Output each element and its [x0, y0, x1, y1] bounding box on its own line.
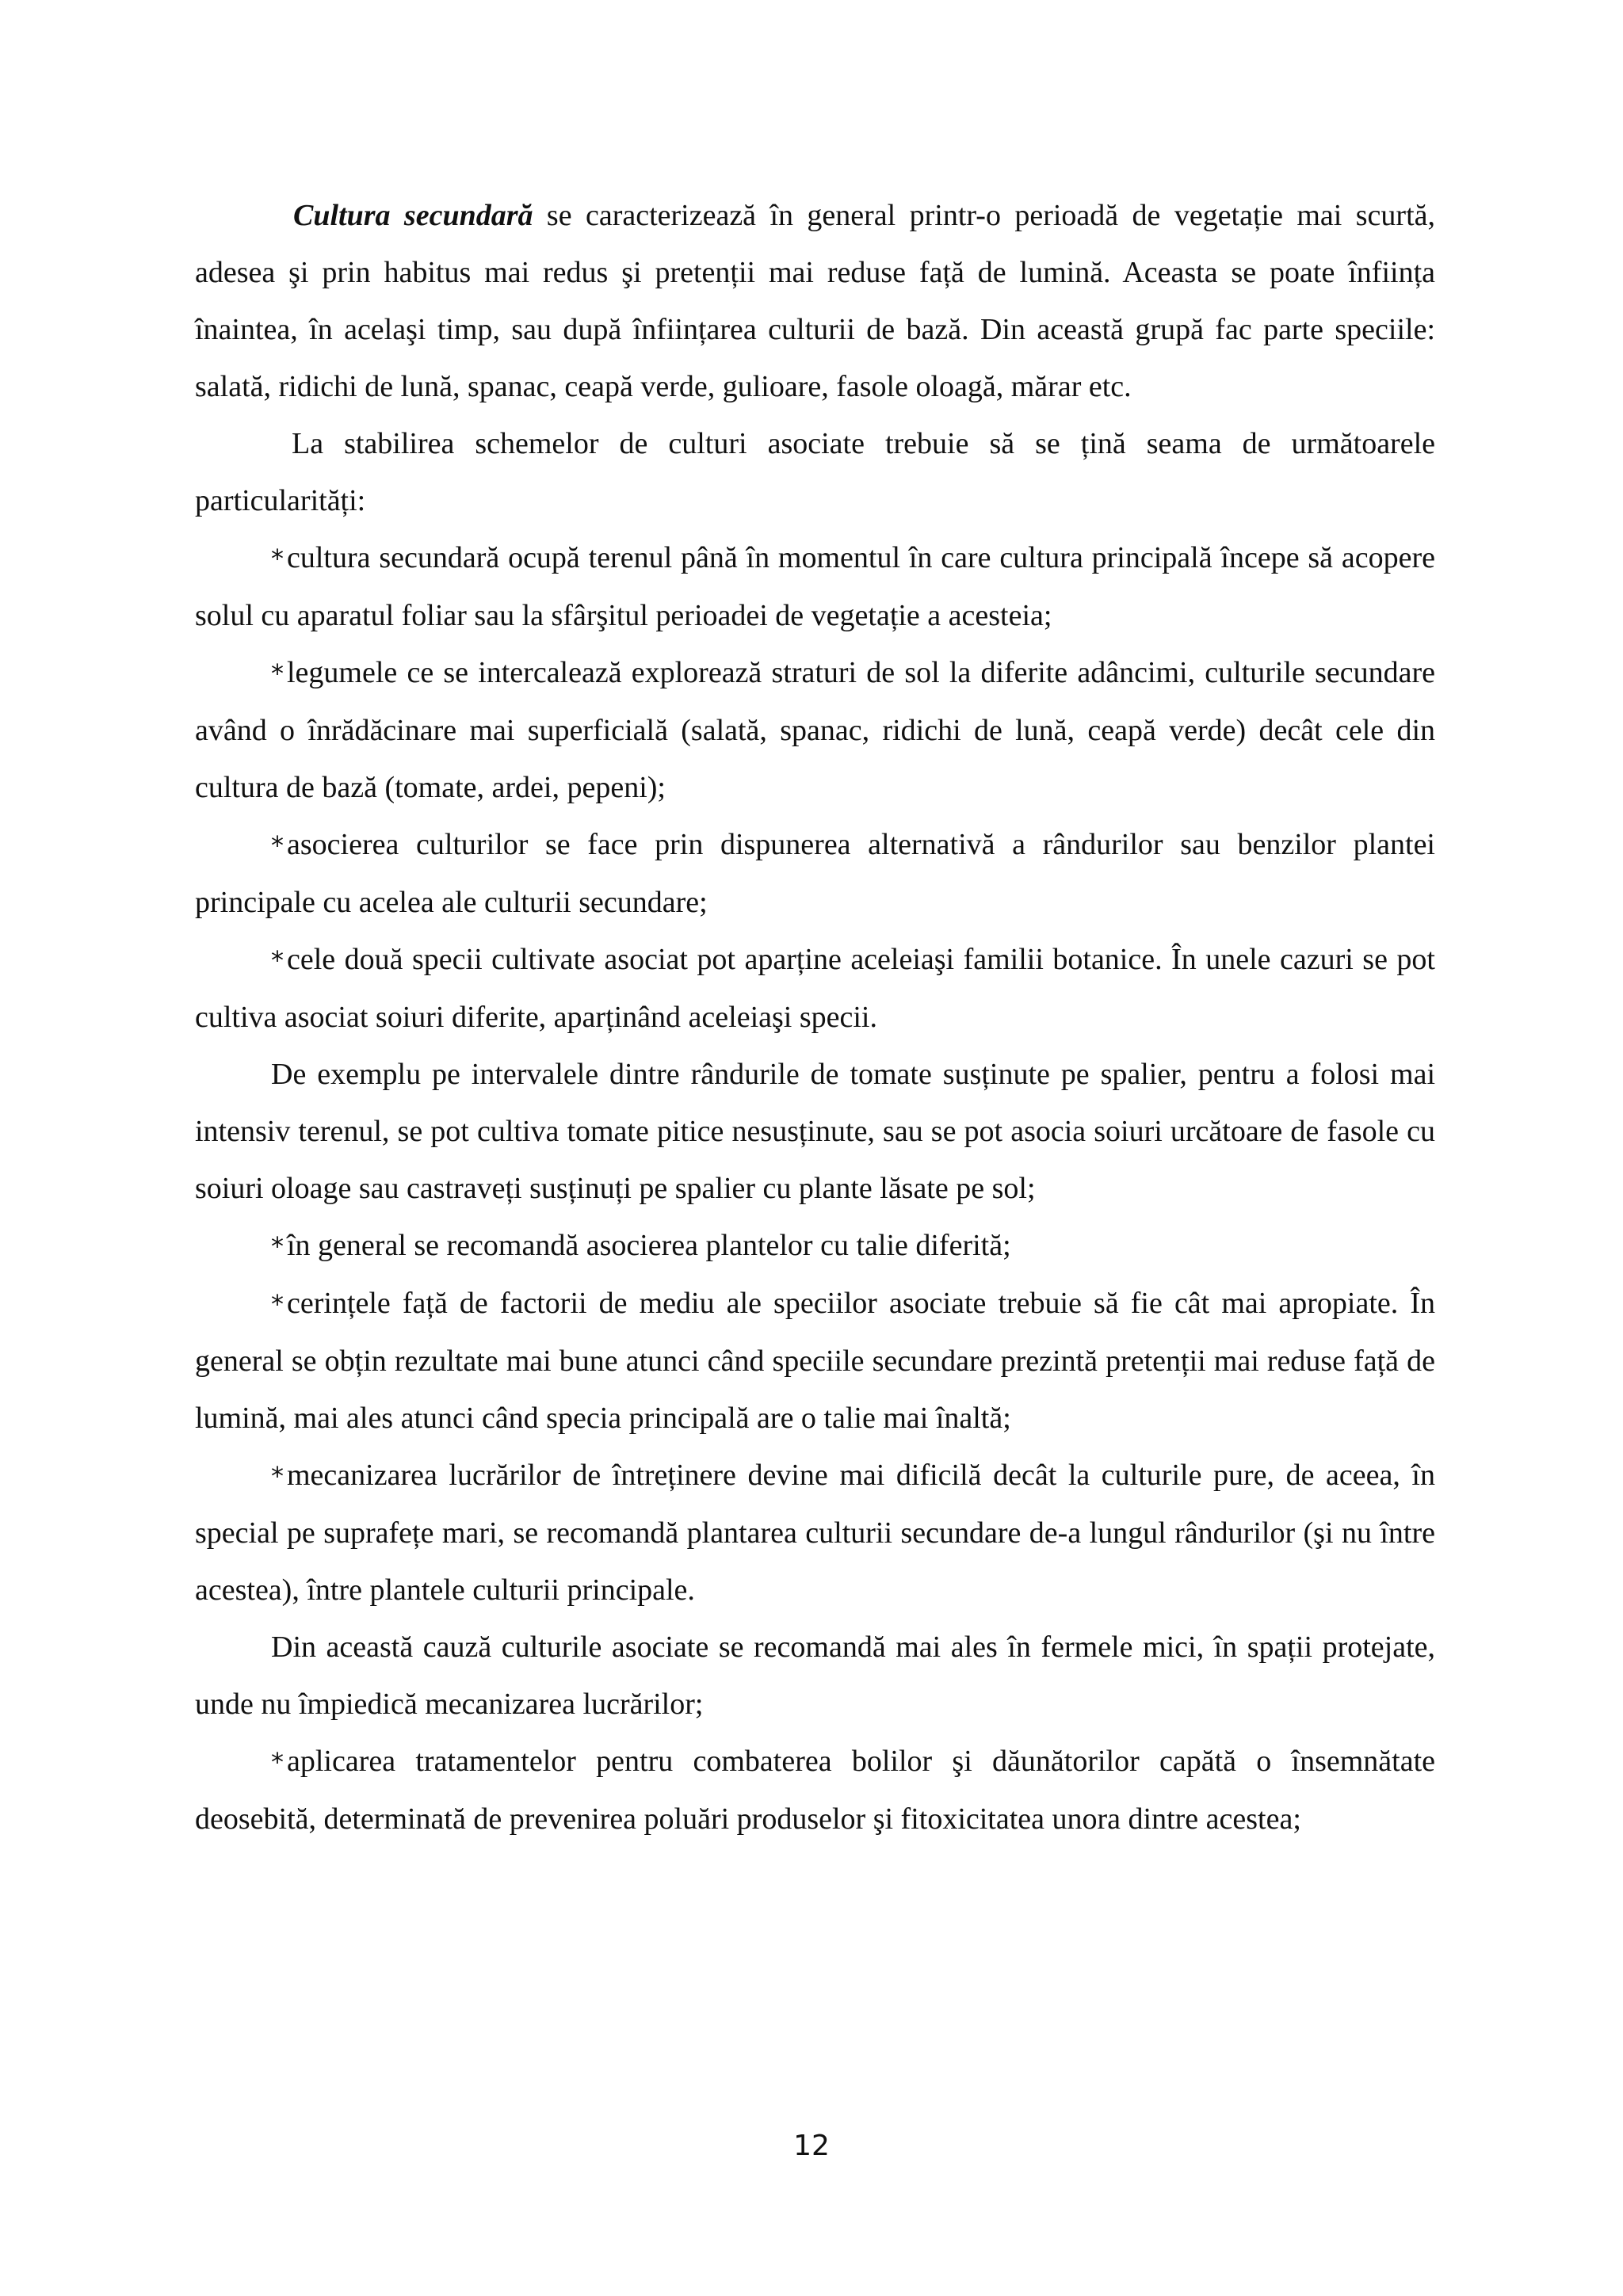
paragraph-text: De exemplu pe intervalele dintre rândurile de tomate susținute pe spalier, pentru a folosi mai intensiv terenul, se pot cultiva tomate pitice nesusținute, sau se pot asocia soiuri urcătoare de fasole cu soiuri oloage sau castraveți susținuți pe spalier cu plante lăsate pe sol; [195, 1058, 1435, 1205]
asterisk-bullet: * [271, 1231, 284, 1261]
body-text [195, 187, 1435, 1848]
asterisk-bullet: * [271, 543, 284, 574]
paragraph-cultura-secundara [195, 187, 1435, 415]
bullet-item [195, 1447, 1435, 1619]
asterisk-bullet: * [271, 1747, 284, 1777]
asterisk-bullet: * [271, 830, 284, 860]
bullet-text: aplicarea tratamentelor pentru combaterea bolilor şi dăunătorilor capătă o însemnătate deosebită, determinată de prevenirea poluări produselor şi fitoxicitatea unora dintre acestea; [195, 1745, 1435, 1836]
paragraph-text: se caracterizează în general printr-o perioadă de vegetație mai scurtă, adesea şi prin habitus mai redus şi pretenții mai reduse față de lumină. Aceasta se poate înființa înaintea, în acelaşi timp, sau după înființarea culturii de bază. Din această grupă fac parte speciile: salată, ridichi de lună, spanac, ceapă verde, gulioare, fasole oloagă, mărar etc. [195, 199, 1435, 403]
bullet-text: în general se recomandă asocierea plantelor cu talie diferită; [287, 1229, 1011, 1262]
page-number: 12 [793, 2130, 830, 2162]
asterisk-bullet: * [271, 658, 284, 688]
asterisk-bullet: * [271, 945, 284, 975]
bullet-item [195, 529, 1435, 644]
bullet-text: cele două specii cultivate asociat pot aparține aceleiaşi familii botanice. În unele cazuri se pot cultiva asociat soiuri diferite, aparținând aceleiaşi specii. [195, 943, 1435, 1034]
asterisk-bullet: * [271, 1461, 284, 1491]
bullet-item [195, 1275, 1435, 1447]
bullet-item [195, 931, 1435, 1046]
paragraph-intro-particularitati [195, 415, 1435, 529]
bullet-item [195, 1733, 1435, 1848]
bullet-text: asocierea culturilor se face prin dispunerea alternativă a rândurilor sau benzilor plantei principale cu acelea ale culturii secundare; [195, 828, 1435, 919]
paragraph-text: Din această cauză culturile asociate se recomandă mai ales în fermele mici, în spații protejate, unde nu împiedică mecanizarea lucrărilor; [195, 1630, 1435, 1721]
bullet-text: cultura secundară ocupă terenul până în momentul în care cultura principală începe să acopere solul cu aparatul foliar sau la sfârşitul perioadei de vegetație a acesteia; [195, 541, 1435, 632]
bullet-text: cerințele față de factorii de mediu ale speciilor asociate trebuie să fie cât mai apropiate. În general se obțin rezultate mai bune atunci când speciile secundare prezintă pretenții mai reduse față de lumină, mai ales atunci când specia principală are o talie mai înaltă; [195, 1287, 1435, 1435]
bullet-item [195, 1217, 1435, 1275]
paragraph-conclusion [195, 1619, 1435, 1733]
bullet-item [195, 816, 1435, 931]
asterisk-bullet: * [271, 1289, 284, 1319]
bullet-text: mecanizarea lucrărilor de întreținere devine mai dificilă decât la culturile pure, de aceea, în special pe suprafețe mari, se recomandă plantarea culturii secundare de-a lungul rândurilor (şi nu între acestea), între plantele culturii principale. [195, 1459, 1435, 1607]
paragraph-text: La stabilirea schemelor de culturi asociate trebuie să se țină seama de următoarele particularități: [195, 427, 1435, 517]
lead-term: Cultura secundară [293, 199, 533, 232]
bullet-text: legumele ce se intercalează explorează straturi de sol la diferite adâncimi, culturile secundare având o înrădăcinare mai superficială (salată, spanac, ridichi de lună, ceapă verde) decât cele din cultura de bază (tomate, ardei, pepeni); [195, 656, 1435, 804]
paragraph-example [195, 1046, 1435, 1217]
bullet-item [195, 644, 1435, 816]
